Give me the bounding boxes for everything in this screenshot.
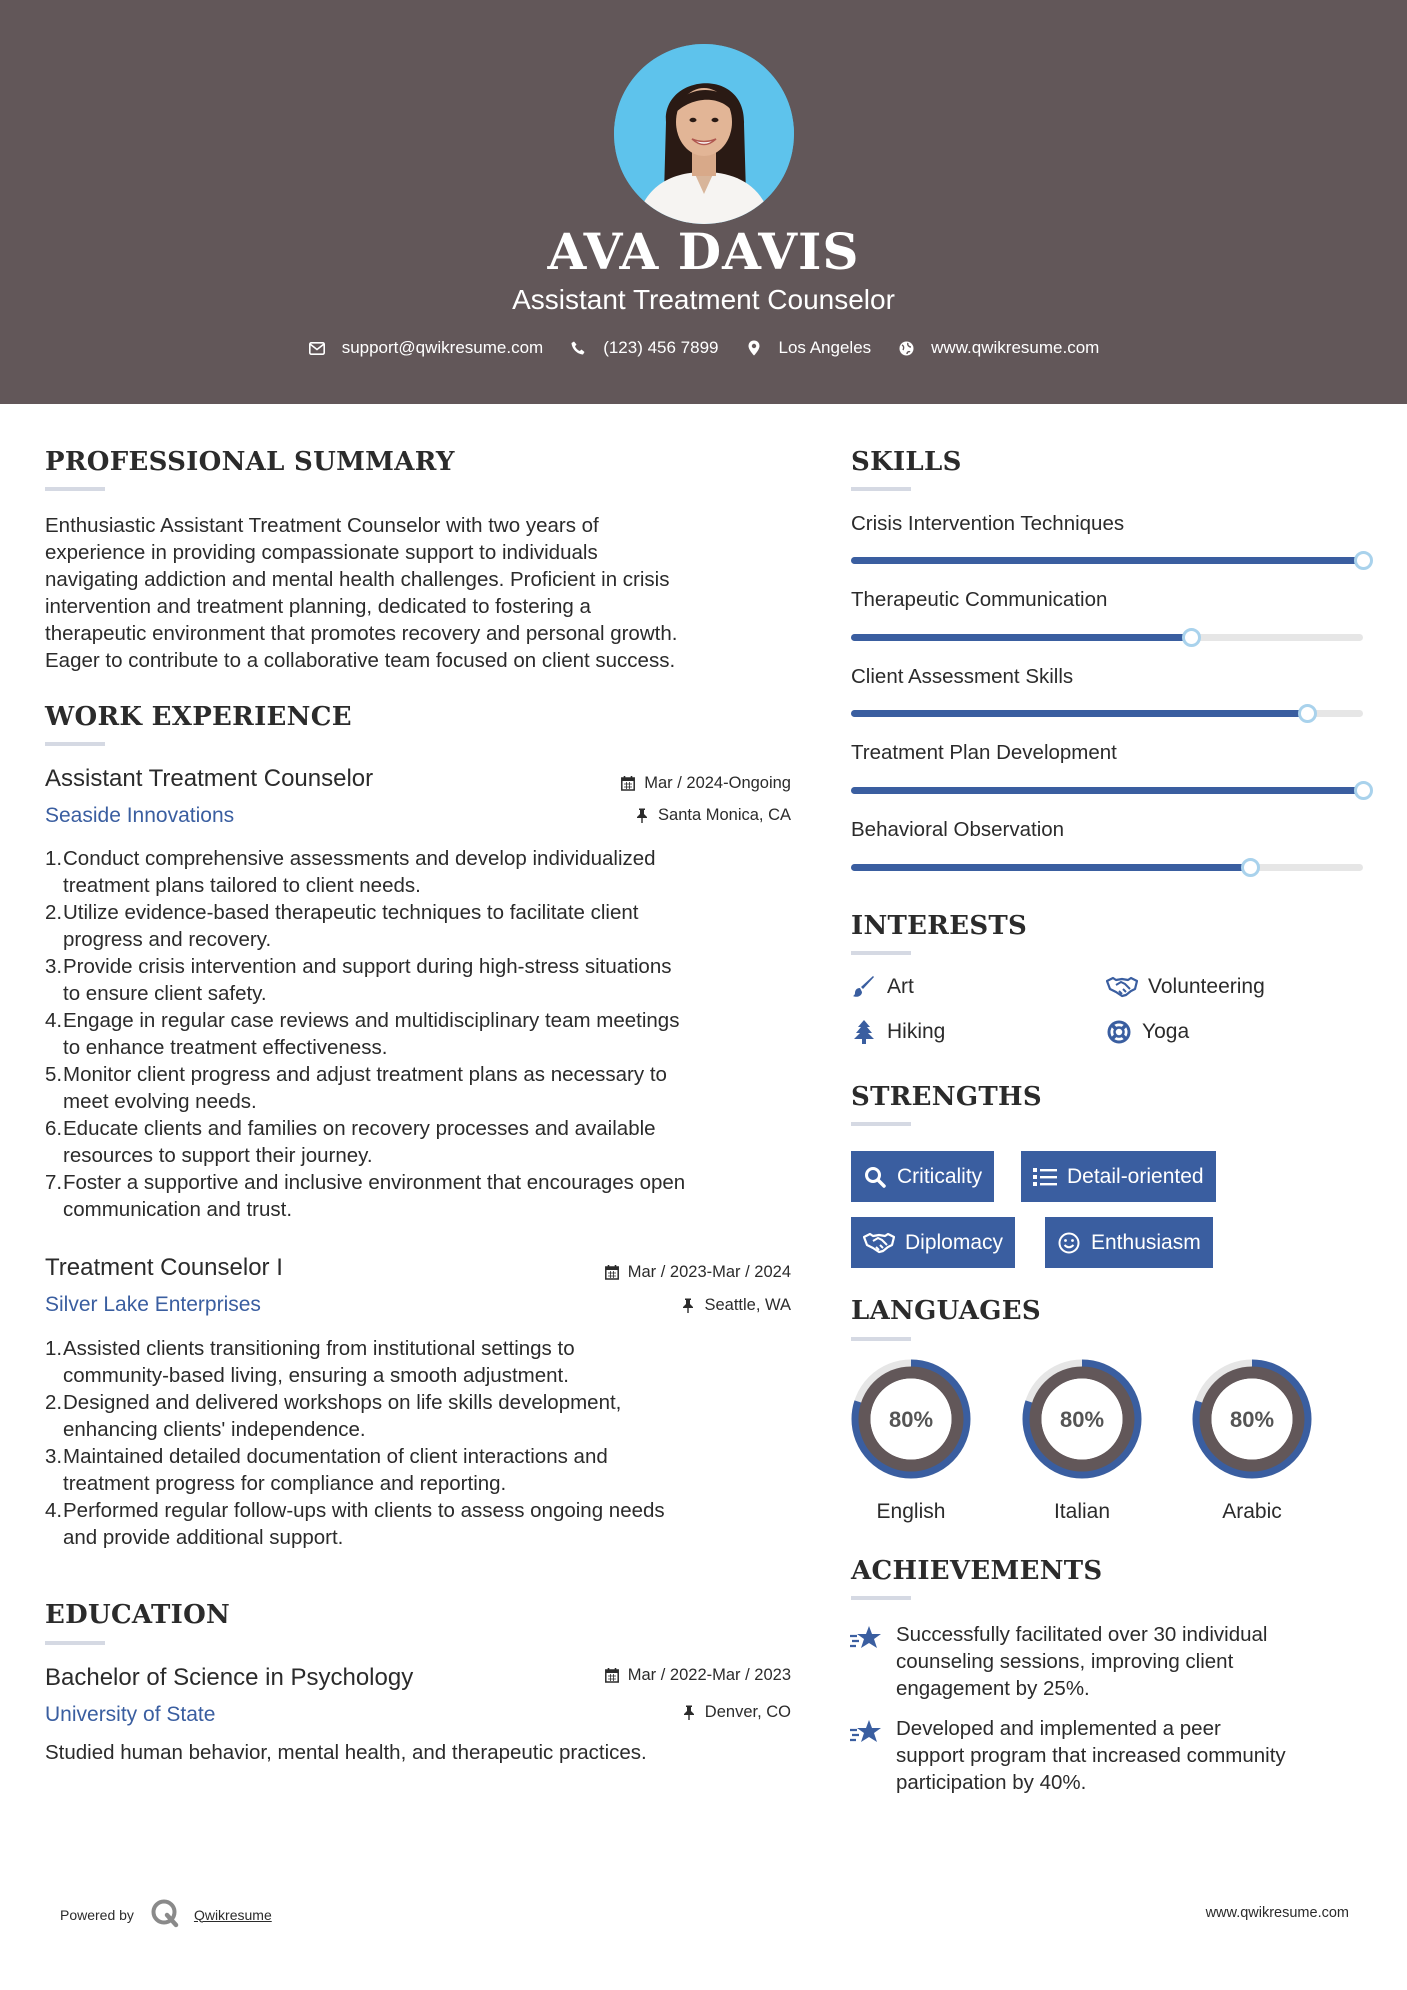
skill-fill bbox=[851, 787, 1363, 794]
section-divider bbox=[851, 951, 911, 955]
skill-label: Therapeutic Communication bbox=[851, 588, 1108, 611]
job-title: Treatment Counselor I bbox=[45, 1254, 283, 1281]
skill-bar bbox=[851, 634, 1363, 641]
skill-label: Behavioral Observation bbox=[851, 818, 1065, 841]
list-item: 5. Monitor client progress and adjust treatment plans as necessary to meet evolving needs. bbox=[45, 1063, 667, 1113]
language-ring bbox=[1021, 1358, 1143, 1480]
section-divider bbox=[45, 1641, 105, 1645]
job-bullets bbox=[45, 1335, 665, 1551]
education-description: Studied human behavior, mental health, and therapeutic practices. bbox=[45, 1741, 647, 1764]
language-item bbox=[1021, 1358, 1143, 1523]
skill-bar bbox=[851, 557, 1363, 564]
handshake-icon bbox=[863, 1231, 895, 1255]
skill-knob bbox=[1354, 551, 1373, 570]
skill-bar bbox=[851, 787, 1363, 794]
section-divider bbox=[45, 487, 105, 491]
list-item: 4. Performed regular follow-ups with clients to assess ongoing needs and provide additional support. bbox=[45, 1499, 665, 1549]
email-text: support@qwikresume.com bbox=[341, 338, 544, 357]
list-item: 4. Engage in regular case reviews and multidisciplinary team meetings to enhance treatment effectiveness. bbox=[45, 1009, 680, 1059]
languages-heading: LANGUAGES bbox=[851, 1296, 1041, 1326]
resume-header bbox=[0, 0, 1407, 404]
skill-label: Client Assessment Skills bbox=[851, 665, 1074, 688]
star-award-icon bbox=[850, 1624, 882, 1652]
qwikresume-logo-icon bbox=[150, 1898, 180, 1931]
pushpin-icon bbox=[634, 808, 650, 824]
language-name: Arabic bbox=[1222, 1500, 1282, 1523]
interest-item: Art bbox=[851, 974, 914, 1000]
job-dates: Mar / 2024-Ongoing bbox=[620, 774, 791, 793]
list-item: 6. Educate clients and families on recovery processes and available resources to support their journey. bbox=[45, 1117, 656, 1167]
powered-by-text: Powered by bbox=[60, 1906, 134, 1923]
language-percent: 80% bbox=[1059, 1407, 1105, 1432]
contact-phone[interactable] bbox=[569, 338, 718, 358]
handshake-icon bbox=[1106, 974, 1138, 1000]
candidate-title: Assistant Treatment Counselor bbox=[512, 284, 895, 315]
section-divider bbox=[851, 487, 911, 491]
language-ring bbox=[850, 1358, 972, 1480]
globe-icon bbox=[897, 339, 915, 357]
interest-item: Hiking bbox=[851, 1019, 945, 1045]
paintbrush-icon bbox=[851, 974, 877, 1000]
skill-fill bbox=[851, 634, 1191, 641]
calendar-icon bbox=[604, 1265, 620, 1281]
list-icon bbox=[1033, 1165, 1057, 1189]
list-item: 1. Conduct comprehensive assessments and develop individualized treatment plans tailored to client needs. bbox=[45, 847, 656, 897]
skill-bar bbox=[851, 864, 1363, 871]
pushpin-icon bbox=[680, 1298, 696, 1314]
brand-link[interactable]: Qwikresume bbox=[193, 1906, 272, 1923]
achievements-heading: ACHIEVEMENTS bbox=[851, 1556, 1103, 1586]
portrait-image bbox=[614, 44, 794, 224]
smile-icon bbox=[1057, 1231, 1081, 1255]
company-name: Seaside Innovations bbox=[45, 804, 235, 827]
summary-line: navigating addiction and mental health challenges. Proficient in crisis bbox=[45, 568, 670, 591]
section-divider bbox=[851, 1596, 911, 1600]
section-divider bbox=[851, 1337, 911, 1341]
interest-item: Volunteering bbox=[1106, 974, 1265, 1000]
section-divider bbox=[851, 1122, 911, 1126]
strength-tag: Diplomacy bbox=[851, 1217, 1015, 1268]
skill-knob bbox=[1241, 858, 1260, 877]
language-item bbox=[850, 1358, 972, 1523]
footer-branding bbox=[60, 1898, 272, 1931]
summary-line: intervention and treatment planning, dedicated to fostering a bbox=[45, 595, 591, 618]
list-item: 7. Foster a supportive and inclusive environment that encourages open communication and trust. bbox=[45, 1171, 686, 1221]
contact-website[interactable] bbox=[897, 338, 1099, 358]
website-text: www.qwikresume.com bbox=[931, 338, 1100, 357]
skill-fill bbox=[851, 557, 1363, 564]
strength-tag: Detail-oriented bbox=[1021, 1151, 1216, 1202]
job-location: Seattle, WA bbox=[680, 1296, 791, 1315]
language-percent: 80% bbox=[1229, 1407, 1275, 1432]
envelope-icon bbox=[308, 339, 326, 357]
job-location: Santa Monica, CA bbox=[634, 806, 791, 825]
interest-item: Yoga bbox=[1106, 1019, 1189, 1045]
summary-text bbox=[45, 512, 677, 674]
language-name: Italian bbox=[1053, 1500, 1111, 1523]
skill-knob bbox=[1298, 704, 1317, 723]
profile-photo bbox=[614, 44, 794, 224]
tree-icon bbox=[851, 1019, 877, 1045]
company-name: Silver Lake Enterprises bbox=[45, 1293, 261, 1316]
language-item bbox=[1191, 1358, 1313, 1523]
contact-bar bbox=[0, 338, 1407, 358]
calendar-icon bbox=[620, 776, 636, 792]
job-dates: Mar / 2023-Mar / 2024 bbox=[604, 1263, 791, 1282]
skills-heading: SKILLS bbox=[851, 447, 962, 477]
star-award-icon bbox=[850, 1718, 882, 1746]
education-heading: EDUCATION bbox=[45, 1600, 231, 1630]
experience-heading: WORK EXPERIENCE bbox=[45, 702, 352, 732]
lifebuoy-icon bbox=[1106, 1019, 1132, 1045]
skill-label: Crisis Intervention Techniques bbox=[851, 512, 1125, 535]
list-item: 2. Designed and delivered workshops on life skills development, enhancing clients' independence. bbox=[45, 1391, 622, 1441]
phone-text: (123) 456 7899 bbox=[603, 338, 719, 357]
education-dates: Mar / 2022-Mar / 2023 bbox=[604, 1666, 791, 1685]
phone-icon bbox=[569, 339, 587, 357]
interests-heading: INTERESTS bbox=[851, 911, 1028, 941]
job-bullets bbox=[45, 845, 685, 1223]
skill-fill bbox=[851, 710, 1307, 717]
summary-line: Enthusiastic Assistant Treatment Counselor with two years of bbox=[45, 514, 599, 537]
school-name: University of State bbox=[45, 1703, 216, 1726]
skill-knob bbox=[1182, 628, 1201, 647]
language-ring bbox=[1191, 1358, 1313, 1480]
summary-line: experience in providing compassionate support to individuals bbox=[45, 541, 598, 564]
calendar-icon bbox=[604, 1668, 620, 1684]
achievement-text: Developed and implemented a peer support program that increased community participation by 40%. bbox=[896, 1717, 1286, 1794]
strengths-heading: STRENGTHS bbox=[851, 1082, 1042, 1112]
strength-tag: Enthusiasm bbox=[1045, 1217, 1213, 1268]
map-pin-icon bbox=[745, 339, 763, 357]
location-text: Los Angeles bbox=[778, 338, 872, 357]
contact-location bbox=[745, 338, 872, 358]
language-percent: 80% bbox=[888, 1407, 934, 1432]
list-item: 3. Maintained detailed documentation of client interactions and treatment progress for compliance and reporting. bbox=[45, 1445, 608, 1495]
job-title: Assistant Treatment Counselor bbox=[45, 765, 374, 792]
list-item: 2. Utilize evidence-based therapeutic techniques to facilitate client progress and recovery. bbox=[45, 901, 639, 951]
skill-knob bbox=[1354, 781, 1373, 800]
search-icon bbox=[863, 1165, 887, 1189]
list-item: 3. Provide crisis intervention and support during high-stress situations to ensure client safety. bbox=[45, 955, 672, 1005]
achievement-text: Successfully facilitated over 30 individual counseling sessions, improving client engagement by 25%. bbox=[896, 1623, 1268, 1700]
language-name: English bbox=[876, 1500, 946, 1523]
summary-line: Eager to contribute to a collaborative team focused on client success. bbox=[45, 649, 676, 672]
footer-website[interactable]: www.qwikresume.com bbox=[1205, 1905, 1349, 1921]
skill-bar bbox=[851, 710, 1363, 717]
summary-line: therapeutic environment that promotes recovery and personal growth. bbox=[45, 622, 678, 645]
strength-tag: Criticality bbox=[851, 1151, 994, 1202]
pushpin-icon bbox=[681, 1705, 697, 1721]
skill-fill bbox=[851, 864, 1250, 871]
degree-title: Bachelor of Science in Psychology bbox=[45, 1664, 414, 1691]
education-location: Denver, CO bbox=[681, 1703, 791, 1722]
list-item: 1. Assisted clients transitioning from institutional settings to community-based living, ensuring a smooth adjustment. bbox=[45, 1337, 575, 1387]
skill-label: Treatment Plan Development bbox=[851, 741, 1117, 764]
section-divider bbox=[45, 742, 105, 746]
contact-email[interactable] bbox=[308, 338, 544, 358]
summary-heading: PROFESSIONAL SUMMARY bbox=[45, 447, 455, 477]
candidate-name: AVA DAVIS bbox=[547, 222, 860, 281]
